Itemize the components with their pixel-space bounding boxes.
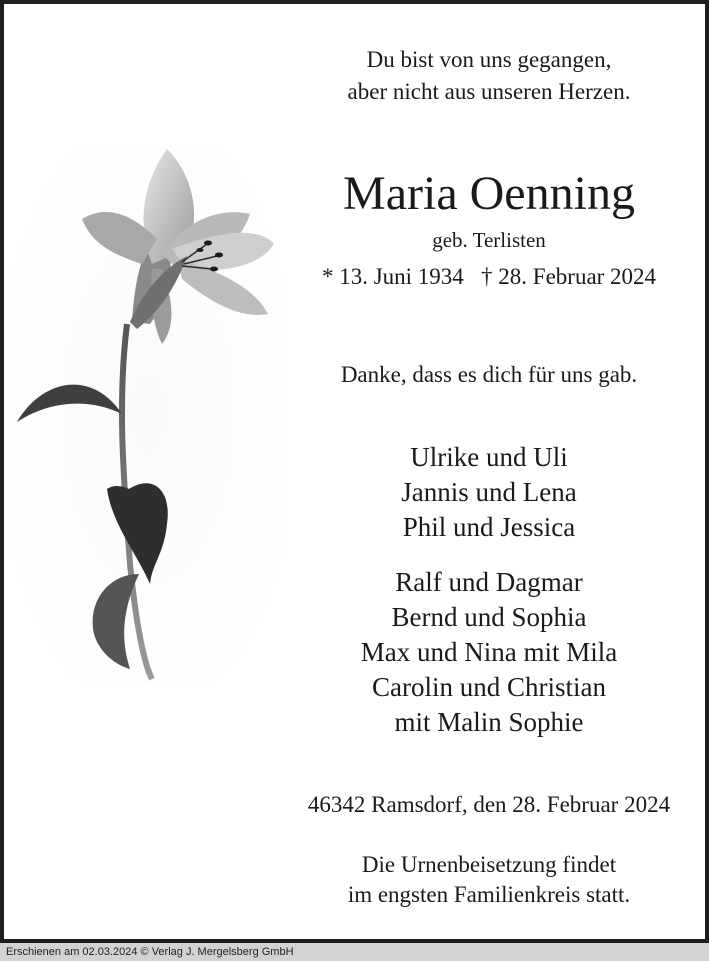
deceased-name: Maria Oenning [343,167,635,220]
family-member: Ralf und Dagmar [395,567,583,597]
thanks-line: Danke, dass es dich für uns gab. [340,362,638,387]
family-member: Bernd und Sophia [391,602,587,632]
family-member: Jannis und Lena [401,477,577,507]
family-group-1 [284,440,694,545]
family-member: mit Malin Sophie [394,707,584,737]
motto-line: aber nicht aus unseren Herzen. [347,79,631,104]
lily-illustration [12,144,284,684]
family-member: Phil und Jessica [402,512,576,542]
motto-line: Du bist von uns gegangen, [366,47,612,72]
family-member: Max und Nina mit Mila [360,637,618,667]
place-and-date: 46342 Ramsdorf, den 28. Februar 2024 [307,792,671,817]
family-member: Ulrike und Uli [410,442,568,472]
burial-note-line: im engsten Familienkreis statt. [347,882,631,907]
publication-footer: Erschienen am 02.03.2024 © Verlag J. Mergelsberg GmbH [0,943,709,961]
motto [284,44,694,108]
birth-name: geb. Terlisten [432,228,546,252]
life-dates: * 13. Juni 1934 † 28. Februar 2024 [321,264,657,289]
family-member: Carolin und Christian [372,672,606,702]
family-group-2 [284,565,694,740]
burial-note [284,850,694,910]
burial-note-line: Die Urnenbeisetzung findet [361,852,617,877]
